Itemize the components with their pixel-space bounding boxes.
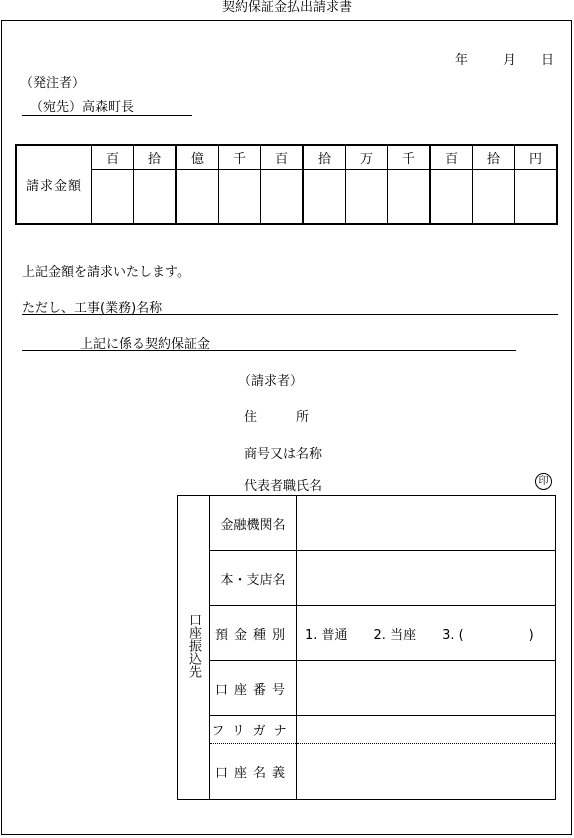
furigana-field[interactable] <box>297 716 556 744</box>
deposit-line <box>22 350 516 351</box>
request-statement: 上記金額を請求いたします。 <box>22 265 190 280</box>
document-title: 契約保証金払出請求書 <box>221 0 352 15</box>
seal-mark: 印 <box>535 473 552 490</box>
account-number-label: 口座番号 <box>210 661 297 716</box>
amount-input-cell[interactable] <box>134 169 177 224</box>
claimant-label: （請求者） <box>238 374 304 389</box>
date-year-label: 年 <box>455 53 469 68</box>
amount-table <box>15 144 558 225</box>
addressee: （宛先）高森町長 <box>30 100 135 115</box>
amount-input-cell[interactable] <box>430 169 473 224</box>
deposit-text: 上記に係る契約保証金 <box>80 337 211 352</box>
amount-input-cell[interactable] <box>219 169 261 224</box>
deposit-type-label: 預金種別 <box>210 606 297 661</box>
date-day-label: 日 <box>541 53 555 68</box>
amount-input-cell[interactable] <box>261 169 304 224</box>
account-number-field[interactable] <box>297 661 556 716</box>
furigana-label: フリガナ <box>210 716 297 744</box>
unit-cell: 百 <box>261 145 304 169</box>
amount-input-cell[interactable] <box>473 169 515 224</box>
issuer-label: （発注者） <box>20 76 86 91</box>
addressee-underline <box>22 115 192 116</box>
branch-label: 本・支店名 <box>210 551 297 606</box>
unit-cell: 拾 <box>134 145 177 169</box>
date-month-label: 月 <box>503 53 517 68</box>
deposit-type-options[interactable]: 1. 普通 2. 当座 3. ( ) <box>297 606 556 661</box>
unit-cell: 億 <box>176 145 219 169</box>
amount-row-label: 請求金額 <box>16 145 92 224</box>
claimant-representative-label: 代表者職氏名 <box>244 479 323 494</box>
account-name-field[interactable] <box>297 744 556 800</box>
bank-transfer-table <box>177 495 556 800</box>
amount-input-cell[interactable] <box>303 169 346 224</box>
bank-side-label: 口座振込先 <box>186 613 201 678</box>
unit-cell: 百 <box>430 145 473 169</box>
amount-input-cell[interactable] <box>92 169 134 224</box>
account-name-label: 口座名義 <box>210 744 297 800</box>
amount-input-cell[interactable] <box>388 169 431 224</box>
institution-field[interactable] <box>297 496 556 551</box>
bank-side-label-cell <box>178 496 210 800</box>
amount-input-cell[interactable] <box>346 169 388 224</box>
unit-cell: 拾 <box>303 145 346 169</box>
claimant-address-label: 住 所 <box>244 410 310 425</box>
unit-cell: 千 <box>219 145 261 169</box>
project-name-line[interactable] <box>22 314 558 315</box>
branch-field[interactable] <box>297 551 556 606</box>
unit-cell: 円 <box>515 145 558 169</box>
unit-cell: 千 <box>388 145 431 169</box>
unit-cell: 百 <box>92 145 134 169</box>
amount-input-cell[interactable] <box>176 169 219 224</box>
project-name-label: ただし、工事(業務)名称 <box>22 301 163 316</box>
claimant-company-label: 商号又は名称 <box>244 447 323 462</box>
amount-input-cell[interactable] <box>515 169 558 224</box>
institution-label: 金融機関名 <box>210 496 297 551</box>
unit-cell: 万 <box>346 145 388 169</box>
unit-cell: 拾 <box>473 145 515 169</box>
